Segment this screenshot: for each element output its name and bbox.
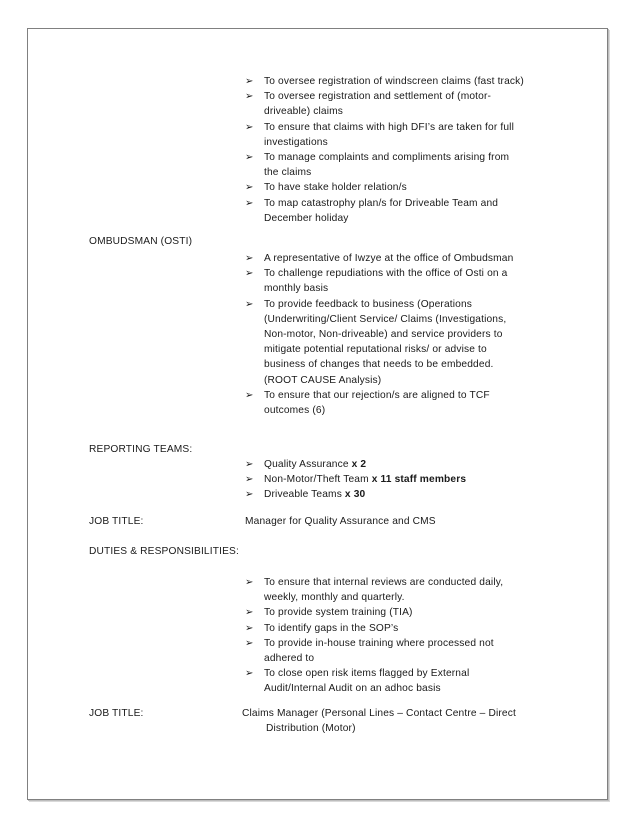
arrow-bullet-icon: ➢ bbox=[245, 268, 254, 280]
list-item-line: To close open risk items flagged by External bbox=[264, 668, 470, 680]
list-item-line: adhered to bbox=[264, 653, 315, 665]
list-item-line: business of changes that needs to be embedded. bbox=[264, 359, 494, 371]
list-item-line: To ensure that our rejection/s are aligned to TCF bbox=[264, 389, 490, 401]
job-title-value-2-line2: Distribution (Motor) bbox=[266, 723, 356, 734]
arrow-bullet-icon: ➢ bbox=[245, 459, 254, 470]
duties-label: DUTIES & RESPONSIBILITIES: bbox=[89, 546, 239, 557]
section1-bullet-list bbox=[245, 74, 585, 226]
job-title-value-2-line1: Claims Manager (Personal Lines – Contact Centre – Direct bbox=[242, 708, 516, 719]
ombudsman-label: OMBUDSMAN (OSTI) bbox=[89, 236, 193, 247]
list-item bbox=[245, 150, 585, 180]
arrow-bullet-icon: ➢ bbox=[245, 577, 254, 588]
arrow-bullet-icon: ➢ bbox=[245, 668, 254, 680]
arrow-bullet-icon: ➢ bbox=[245, 253, 254, 264]
list-item bbox=[245, 621, 585, 636]
list-item-line: (Underwriting/Client Service/ Claims (Investigations, bbox=[264, 313, 507, 325]
arrow-bullet-icon: ➢ bbox=[245, 197, 254, 209]
team-name: Quality Assurance bbox=[264, 459, 352, 470]
arrow-bullet-icon: ➢ bbox=[245, 489, 254, 501]
list-item-line: mitigate potential reputational risks/ or advise to bbox=[264, 344, 487, 356]
list-item-line: December holiday bbox=[264, 212, 349, 224]
team-count: x 30 bbox=[344, 489, 366, 501]
arrow-bullet-icon: ➢ bbox=[245, 389, 254, 401]
list-item-line: investigations bbox=[264, 136, 328, 148]
arrow-bullet-icon: ➢ bbox=[245, 76, 254, 87]
list-item-line: weekly, monthly and quarterly. bbox=[264, 592, 405, 604]
list-item-line: the claims bbox=[264, 167, 312, 179]
arrow-bullet-icon: ➢ bbox=[245, 298, 254, 310]
list-item-line: To provide in-house training where processed not bbox=[264, 637, 494, 649]
arrow-bullet-icon: ➢ bbox=[245, 622, 254, 634]
list-item-line: To map catastrophy plan/s for Driveable Team and bbox=[264, 197, 499, 209]
list-item bbox=[245, 266, 585, 296]
list-item bbox=[245, 605, 585, 620]
list-item-line: A representative of Iwzye at the office of Ombudsman bbox=[264, 253, 514, 264]
team-count: x 11 staff members bbox=[371, 474, 467, 486]
list-item-line: driveable) claims bbox=[264, 106, 343, 118]
arrow-bullet-icon: ➢ bbox=[245, 637, 254, 649]
list-item-line: monthly basis bbox=[264, 283, 329, 295]
list-item-line: To provide system training (TIA) bbox=[264, 607, 413, 619]
list-item-line: To ensure that internal reviews are conducted daily, bbox=[264, 577, 504, 588]
arrow-bullet-icon: ➢ bbox=[245, 152, 254, 164]
duties-bullet-list bbox=[245, 575, 585, 697]
list-item-line: To oversee registration and settlement of (motor- bbox=[264, 91, 492, 103]
list-item-line: (ROOT CAUSE Analysis) bbox=[264, 374, 382, 386]
list-item-line: To oversee registration of windscreen claims (fast track) bbox=[264, 76, 524, 87]
list-item bbox=[245, 388, 585, 418]
list-item bbox=[245, 297, 585, 388]
reporting-teams-list bbox=[245, 457, 585, 503]
list-item bbox=[245, 180, 585, 195]
arrow-bullet-icon: ➢ bbox=[245, 182, 254, 194]
list-item bbox=[245, 89, 585, 119]
list-item bbox=[245, 120, 585, 150]
list-item bbox=[245, 575, 585, 605]
list-item-line: To identify gaps in the SOP’s bbox=[264, 622, 399, 634]
list-item bbox=[245, 636, 585, 666]
list-item-line: To provide feedback to business (Operations bbox=[264, 298, 473, 310]
reporting-teams-label: REPORTING TEAMS: bbox=[89, 444, 193, 455]
list-item-line: Audit/Internal Audit on an adhoc basis bbox=[264, 683, 441, 695]
reporting-team-item bbox=[245, 472, 585, 487]
job-title-label-2: JOB TITLE: bbox=[89, 708, 144, 719]
list-item-line: To have stake holder relation/s bbox=[264, 182, 407, 194]
job-title-label-1: JOB TITLE: bbox=[89, 516, 144, 527]
team-name: Non-Motor/Theft Team bbox=[264, 474, 372, 486]
arrow-bullet-icon: ➢ bbox=[245, 91, 254, 103]
list-item-line: Non-motor, Non-driveable) and service providers to bbox=[264, 329, 503, 341]
reporting-team-item bbox=[245, 457, 585, 472]
list-item bbox=[245, 74, 585, 89]
arrow-bullet-icon: ➢ bbox=[245, 474, 254, 486]
team-name: Driveable Teams bbox=[264, 489, 345, 501]
reporting-team-item bbox=[245, 487, 585, 502]
job-title-value-1: Manager for Quality Assurance and CMS bbox=[245, 516, 436, 527]
ombudsman-bullet-list bbox=[245, 251, 585, 418]
list-item-line: To ensure that claims with high DFI’s are taken for full bbox=[264, 121, 514, 133]
team-count: x 2 bbox=[351, 459, 367, 470]
list-item-line: To challenge repudiations with the office of Osti on a bbox=[264, 268, 508, 280]
list-item bbox=[245, 196, 585, 226]
list-item bbox=[245, 666, 585, 696]
list-item bbox=[245, 251, 585, 266]
list-item-line: outcomes (6) bbox=[264, 405, 326, 417]
arrow-bullet-icon: ➢ bbox=[245, 607, 254, 619]
arrow-bullet-icon: ➢ bbox=[245, 121, 254, 133]
list-item-line: To manage complaints and compliments arising from bbox=[264, 152, 510, 164]
